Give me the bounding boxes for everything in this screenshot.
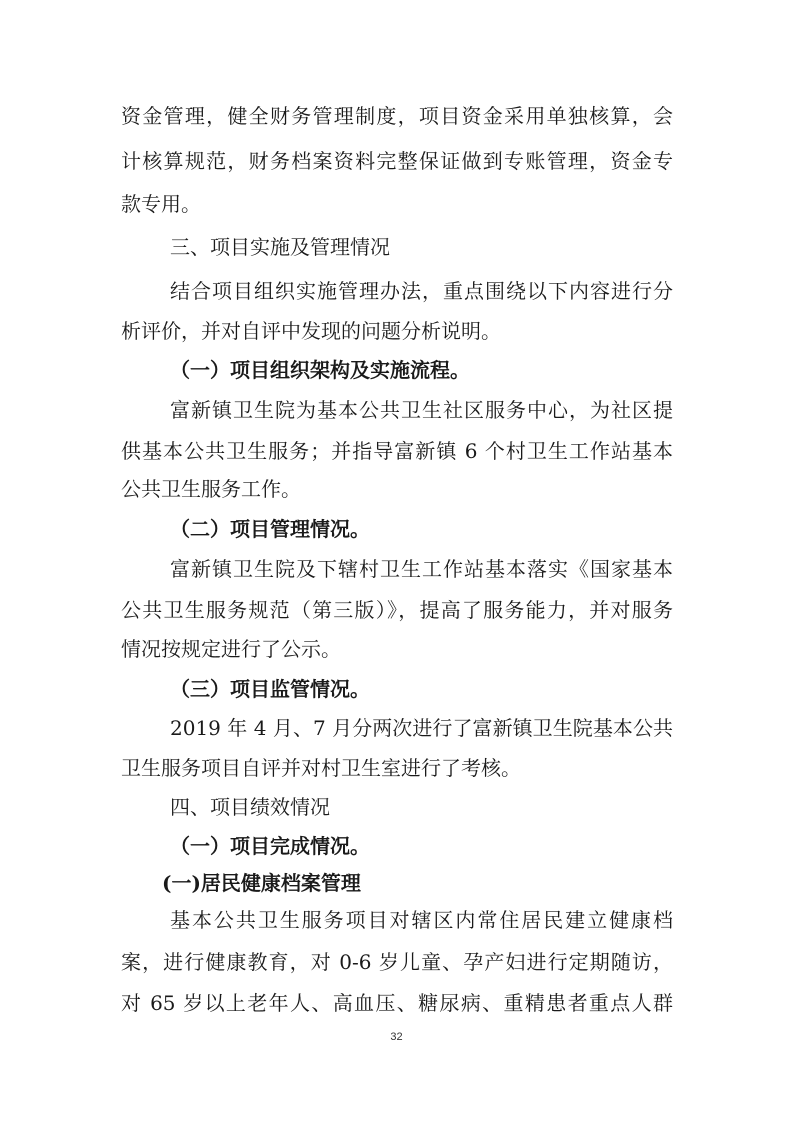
paragraph-line: 资金管理，健全财务管理制度，项目资金采用单独核算，会	[121, 104, 673, 128]
paragraph-line: 富新镇卫生院及下辖村卫生工作站基本落实《国家基本	[170, 557, 673, 581]
subsection-heading: （三）项目监管情况。	[170, 677, 370, 701]
section-title: 四、项目绩效情况	[170, 795, 330, 819]
paragraph-line: 公共卫生服务工作。	[121, 477, 301, 501]
subsection-heading: （一）项目完成情况。	[170, 834, 370, 858]
paragraph-line: 2019 年 4 月、7 月分两次进行了富新镇卫生院基本公共	[170, 716, 673, 740]
paragraph-line: 析评价，并对自评中发现的问题分析说明。	[121, 319, 501, 343]
section-title: 三、项目实施及管理情况	[170, 235, 390, 259]
paragraph-line: 公共卫生服务规范（第三版）》，提高了服务能力，并对服务	[121, 598, 673, 622]
sub-subsection-heading: (一)居民健康档案管理	[162, 871, 361, 895]
paragraph-line: 案，进行健康教育，对 0-6 岁儿童、孕产妇进行定期随访，	[121, 950, 673, 974]
paragraph-line: 对 65 岁以上老年人、高血压、糖尿病、重精患者重点人群	[121, 991, 673, 1015]
paragraph-line: 卫生服务项目自评并对村卫生室进行了考核。	[121, 756, 521, 780]
paragraph-line: 款专用。	[121, 192, 201, 216]
paragraph-line: 供基本公共卫生服务；并指导富新镇 6 个村卫生工作站基本	[121, 439, 673, 463]
paragraph-line: 富新镇卫生院为基本公共卫生社区服务中心，为社区提	[170, 398, 673, 422]
subsection-heading: （二）项目管理情况。	[170, 517, 370, 541]
paragraph-line: 结合项目组织实施管理办法，重点围绕以下内容进行分	[170, 279, 673, 303]
page-number: 32	[390, 1031, 403, 1043]
subsection-heading: （一）项目组织架构及实施流程。	[170, 358, 470, 382]
paragraph-line: 计核算规范，财务档案资料完整保证做到专账管理，资金专	[121, 149, 673, 173]
paragraph-line: 基本公共卫生服务项目对辖区内常住居民建立健康档	[170, 908, 673, 932]
paragraph-line: 情况按规定进行了公示。	[121, 637, 341, 661]
